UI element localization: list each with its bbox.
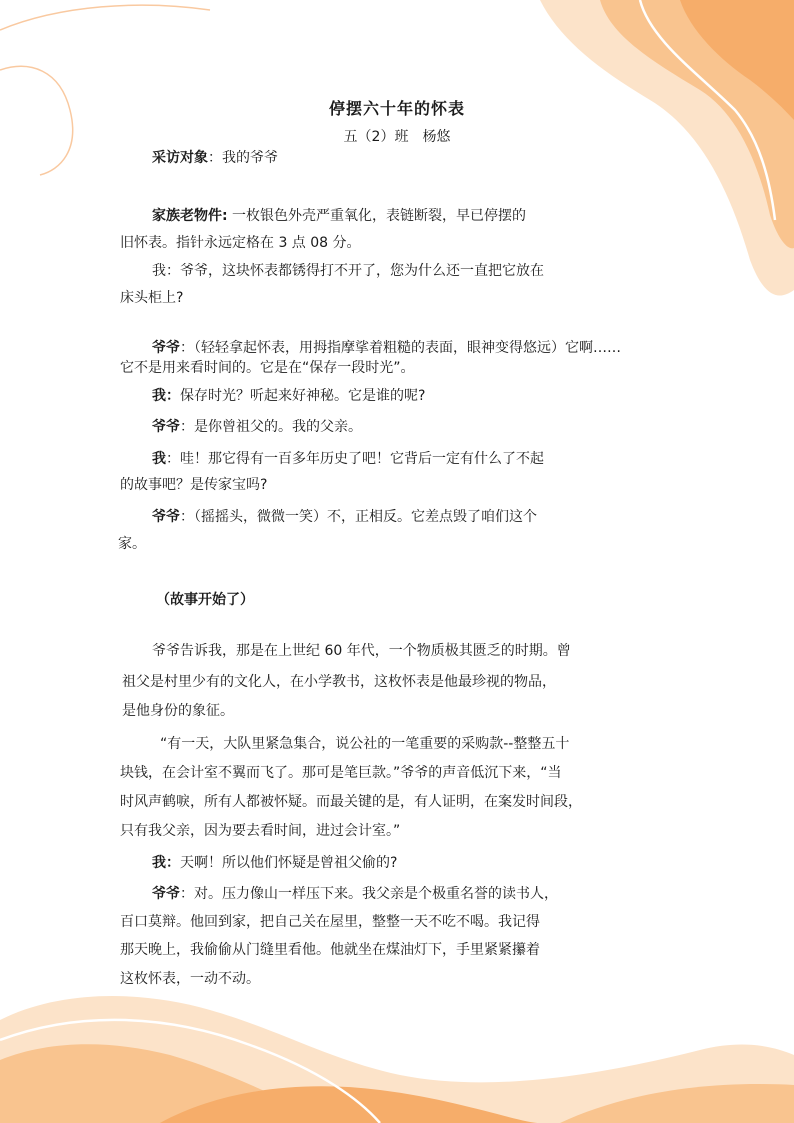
a4-text-1: ：对。压力像山一样压下来。我父亲是个极重名誉的读书人， xyxy=(180,886,558,902)
heirloom-text-1: 一枚银色外壳严重氧化，表链断裂，早已停摆的 xyxy=(227,208,527,224)
q2-line xyxy=(152,386,425,406)
interviewee-line xyxy=(152,148,278,168)
a4-line-2: 百口莫辩。他回到家，把自己关在屋里，整整一天不吃不喝。我记得 xyxy=(120,914,540,930)
q4-text: 天啊！所以他们怀疑是曾祖父偷的? xyxy=(180,855,398,871)
p2-line-4: 只有我父亲，因为要去看时间，进过会计室。” xyxy=(120,823,401,839)
a2-text: ：是你曾祖父的。我的父亲。 xyxy=(180,419,362,435)
interviewee-value: 我的爷爷 xyxy=(222,150,278,166)
a2-speaker: 爷爷 xyxy=(152,419,180,435)
q3-line-1 xyxy=(152,449,544,469)
heirloom-line-1 xyxy=(152,206,526,226)
a4-speaker: 爷爷 xyxy=(152,886,180,902)
a4-line-4: 这枚怀表，一动不动。 xyxy=(120,971,260,987)
interviewee-label: 采访对象 xyxy=(152,150,208,166)
p2-line-2: 块钱，在会计室不翼而飞了。那可是笔巨款。”爷爷的声音低沉下来，“当 xyxy=(120,765,562,781)
a4-line-1 xyxy=(152,884,558,904)
p2-line-3: 时风声鹤唳，所有人都被怀疑。而最关键的是，有人证明，在案发时间段， xyxy=(120,794,582,810)
q4-speaker: 我： xyxy=(152,855,180,871)
a1-line-1 xyxy=(152,338,621,358)
a4-line-3: 那天晚上，我偷偷从门缝里看他。他就坐在煤油灯下，手里紧紧攥着 xyxy=(120,942,540,958)
a1-speaker: 爷爷 xyxy=(152,340,180,356)
a3-speaker: 爷爷 xyxy=(152,509,180,525)
p1-line-3: 是他身份的象征。 xyxy=(122,703,234,719)
q3-speaker: 我 xyxy=(152,451,166,467)
a3-line-2: 家。 xyxy=(118,536,146,552)
q2-speaker: 我： xyxy=(152,388,180,404)
p1-line-2: 祖父是村里少有的文化人，在小学教书，这枚怀表是他最珍视的物品， xyxy=(122,674,556,690)
q3-text-1: ：哇！那它得有一百多年历史了吧！它背后一定有什么了不起 xyxy=(166,451,544,467)
a2-line xyxy=(152,417,362,437)
q1-line-2: 床头柜上? xyxy=(120,290,184,306)
interviewee-sep: ： xyxy=(208,150,222,166)
a1-text-1: ：（轻轻拿起怀表，用拇指摩挲着粗糙的表面，眼神变得悠远）它啊…… xyxy=(180,340,621,356)
p2-line-1: “有一天，大队里紧急集合，说公社的一笔重要的采购款--整整五十 xyxy=(160,736,570,752)
a3-text-1: ：（摇摇头，微微一笑）不，正相反。它差点毁了咱们这个 xyxy=(180,509,537,525)
q4-line xyxy=(152,853,397,873)
a3-line-1 xyxy=(152,507,537,527)
page-title: 停摆六十年的怀表 xyxy=(328,99,465,118)
q3-line-2: 的故事吧？是传家宝吗? xyxy=(120,477,268,493)
heirloom-label: 家族老物件: xyxy=(152,208,228,224)
q2-text: 保存时光？听起来好神秘。它是谁的呢? xyxy=(180,388,426,404)
heirloom-line-2: 旧怀表。指针永远定格在 3 点 08 分。 xyxy=(120,235,361,251)
p1-line-1: 爷爷告诉我，那是在上世纪 60 年代，一个物质极其匮乏的时期。曾 xyxy=(152,643,571,659)
q1-line-1: 我：爷爷，这块怀表都锈得打不开了，您为什么还一直把它放在 xyxy=(152,263,544,279)
story-start-heading: （故事开始了） xyxy=(156,592,254,608)
a1-line-2: 它不是用来看时间的。它是在“保存一段时光”。 xyxy=(120,360,415,376)
author-line: 五（2）班 杨悠 xyxy=(343,129,451,145)
